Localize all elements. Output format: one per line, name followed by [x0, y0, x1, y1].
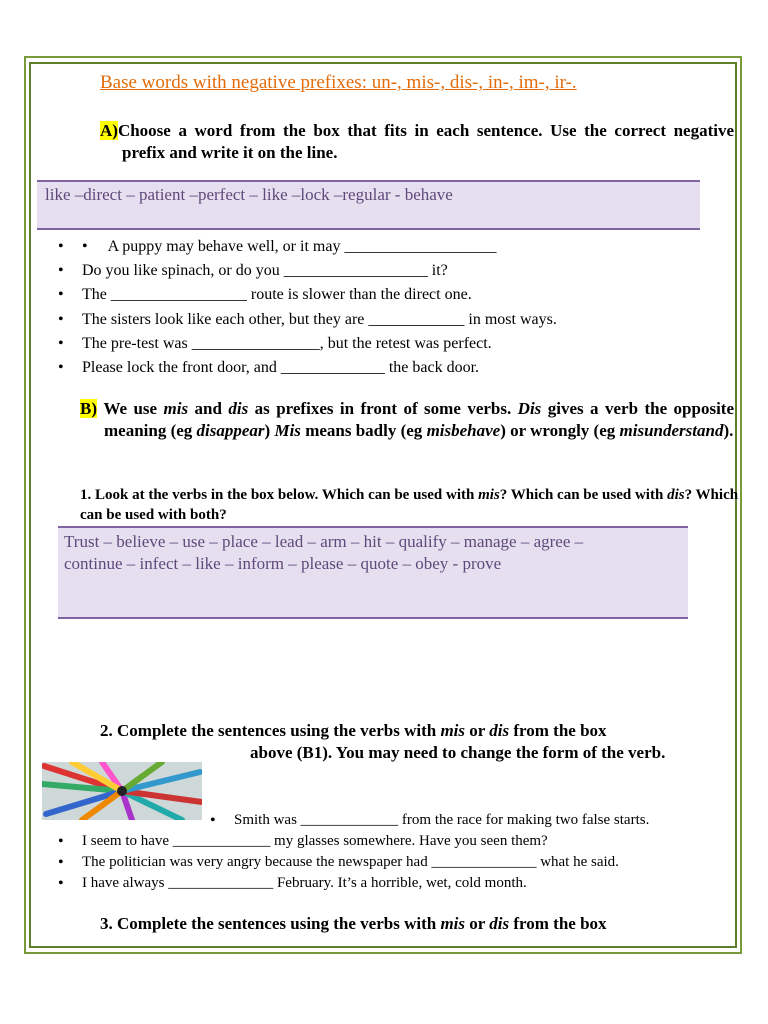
sentence-text: The pre-test was ________________, but the retest was perfect. [82, 334, 492, 352]
italic-word: disappear [196, 421, 265, 440]
question-1 [58, 485, 760, 525]
list-item [58, 356, 557, 380]
list-item [210, 810, 649, 831]
section-b-sentence-list-1 [210, 810, 649, 831]
list-item [58, 873, 619, 894]
italic-word: misunderstand [619, 421, 724, 440]
sentence-text: The _________________ route is slower than the direct one. [82, 286, 472, 304]
text-run: means badly (eg [300, 421, 427, 440]
text-run: and [188, 399, 229, 418]
sentence-text: Do you like spinach, or do you __________________ it? [82, 262, 448, 280]
section-a-label: A) [100, 121, 118, 140]
list-item [58, 831, 619, 852]
section-b-label: B) [80, 399, 97, 418]
list-item [58, 308, 557, 332]
italic-word: mis [440, 914, 466, 933]
italic-word: dis [489, 914, 510, 933]
italic-word: dis [489, 721, 510, 740]
text-run: ) [264, 421, 275, 440]
text-run: 1. Look at the verbs in the box below. Which can be used with [80, 487, 479, 503]
text-run: ). [723, 421, 734, 440]
list-item [58, 852, 619, 873]
text-run: from the box [509, 721, 607, 740]
colored-pencils-image [42, 762, 202, 820]
text-run: ? Which can be used with both? [80, 487, 739, 523]
text-run: above (B1). You may need to change the form of the verb. [250, 743, 666, 762]
text-run: 3. Complete the sentences using the verbs with [100, 914, 441, 933]
italic-word: Dis [517, 399, 542, 418]
text-run: We use [103, 399, 164, 418]
section-a-sentence-list [58, 235, 557, 380]
text-run: or [465, 721, 490, 740]
italic-word: Mis [274, 421, 301, 440]
italic-word: mis [440, 721, 466, 740]
sentence-text: The sisters look like each other, but they are ____________ in most ways. [82, 310, 557, 328]
list-item [58, 259, 557, 283]
italic-word: dis [228, 399, 249, 418]
italic-word: mis [163, 399, 189, 418]
verb-box-line-2: continue – infect – like – inform – please – quote – obey - prove [64, 554, 502, 573]
list-item [58, 332, 557, 356]
italic-word: dis [667, 487, 685, 503]
question-2-continued [250, 742, 734, 764]
list-item [58, 283, 557, 307]
extra-bullet: • [82, 238, 88, 255]
list-item [58, 235, 557, 259]
text-run: as prefixes in front of some verbs. [248, 399, 518, 418]
section-b-instruction [80, 398, 734, 442]
question-2 [100, 720, 734, 742]
sentence-text: I seem to have _____________ my glasses somewhere. Have you seen them? [82, 833, 548, 849]
word-box-a [37, 180, 700, 230]
worksheet-title: Base words with negative prefixes: un-, mis-, dis-, in-, im-, ir-. [100, 72, 577, 93]
section-a-instruction [100, 120, 734, 164]
sentence-text: A puppy may behave well, or it may ___________________ [107, 238, 497, 255]
italic-word: misbehave [426, 421, 501, 440]
section-b-sentence-list-2 [58, 831, 619, 894]
text-run: 2. Complete the sentences using the verbs with [100, 721, 441, 740]
sentence-text: I have always ______________ February. It’s a horrible, wet, cold month. [82, 875, 527, 891]
verb-box-line-1: Trust – believe – use – place – lead – arm – hit – qualify – manage – agree – [64, 532, 584, 551]
sentence-text: The politician was very angry because the newspaper had ______________ what he said. [82, 854, 619, 870]
sentence-text: Smith was _____________ from the race for making two false starts. [234, 812, 650, 828]
question-3 [100, 913, 740, 935]
text-run: from the box [509, 914, 607, 933]
italic-word: mis [478, 487, 500, 503]
text-run: ? Which can be used with [499, 487, 668, 503]
verb-box-b [58, 526, 688, 619]
word-box-a-text: like –direct – patient –perfect – like –lock –regular - behave [45, 185, 453, 204]
sentence-text: Please lock the front door, and _____________ the back door. [82, 359, 480, 377]
section-a-text: Choose a word from the box that fits in each sentence. Use the correct negative prefix and write it on the line. [117, 121, 734, 162]
text-run: or [465, 914, 490, 933]
text-run: ) or wrongly (eg [500, 421, 620, 440]
text-run: gives a verb the opposite meaning (eg [104, 399, 734, 440]
